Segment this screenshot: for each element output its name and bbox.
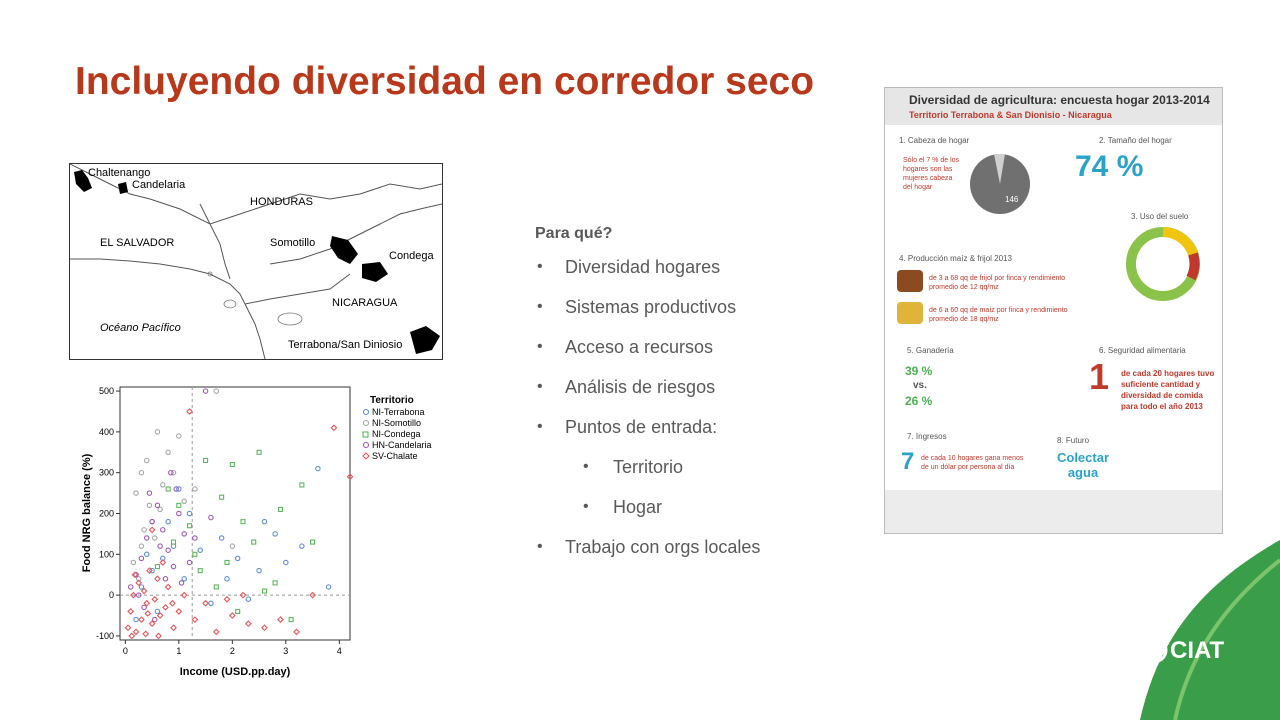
poster-section-6: 6. Seguridad alimentaria: [1099, 346, 1186, 355]
data-point: [224, 597, 229, 602]
data-point: [262, 589, 266, 593]
bullets-heading: Para qué?: [535, 225, 613, 242]
list-item: • Análisis de riesgos: [535, 377, 835, 417]
sub-list-item: • Hogar: [535, 497, 835, 537]
data-point: [300, 544, 304, 548]
data-point: [155, 565, 159, 569]
data-point: [278, 617, 283, 622]
data-point: [203, 601, 208, 606]
poster-7: 7: [901, 448, 915, 475]
scatter-chart: [78, 383, 438, 683]
map-label-el-salvador: EL SALVADOR: [100, 237, 175, 249]
data-point: [235, 556, 239, 560]
pie-value-146: 146: [1005, 195, 1019, 204]
list-item: • Sistemas productivos: [535, 297, 835, 337]
data-point: [262, 625, 267, 630]
x-tick-label: 3: [283, 646, 289, 656]
poster-section-2: 2. Tamaño del hogar: [1099, 136, 1172, 145]
legend-title: Territorio: [370, 395, 414, 406]
data-point: [166, 584, 171, 589]
poster-note-7: de cada 10 hogares gana menos de un dólar por persona al día: [921, 455, 1024, 471]
data-point: [131, 560, 135, 564]
data-point: [193, 536, 197, 540]
legend-marker: [364, 443, 369, 448]
condega-area: [362, 262, 388, 282]
data-point: [198, 548, 202, 552]
map-label-nicaragua: NICARAGUA: [332, 297, 398, 309]
poster-26-percent: 26 %: [905, 394, 933, 408]
data-point: [133, 629, 138, 634]
data-point: [230, 544, 234, 548]
y-tick-label: 400: [98, 426, 114, 437]
legend-entry: SV-Chalate: [372, 451, 418, 461]
x-tick-label: 4: [336, 646, 342, 656]
data-point: [177, 503, 181, 507]
data-point: [158, 544, 162, 548]
data-point: [257, 568, 261, 572]
data-point: [171, 625, 176, 630]
data-point: [252, 540, 256, 544]
data-point: [149, 527, 154, 532]
data-point: [311, 540, 315, 544]
data-point: [145, 536, 149, 540]
poster-39-percent: 39 %: [905, 364, 933, 378]
donut-uso-suelo: [1125, 226, 1201, 302]
data-points: [125, 389, 352, 639]
y-tick-label: 300: [98, 467, 114, 478]
poster-note-6: de cada 20 hogares tuvo suficiente cantidad y diversidad de comida para todo el año 2013: [1121, 369, 1215, 411]
brand-corner: [1120, 540, 1280, 720]
data-point: [289, 618, 293, 622]
data-point: [300, 483, 304, 487]
data-point: [193, 487, 197, 491]
data-point: [230, 463, 234, 467]
data-point: [187, 511, 191, 515]
data-point: [176, 609, 181, 614]
legend-entry: NI-Somotillo: [372, 418, 422, 428]
data-point: [166, 487, 170, 491]
data-point: [139, 470, 143, 474]
data-point: [220, 495, 224, 499]
list-item: • Puntos de entrada:: [535, 417, 835, 457]
data-point: [193, 552, 197, 556]
data-point: [128, 585, 132, 589]
poster-section-4: 4. Producción maíz & frijol 2013: [899, 254, 1012, 263]
data-point: [177, 511, 181, 515]
data-point: [153, 536, 157, 540]
poster-title: Diversidad de agricultura: encuesta hogar 2013-2014: [909, 93, 1210, 107]
legend-marker: [363, 432, 368, 437]
legend-marker: [363, 453, 369, 459]
data-point: [214, 389, 218, 393]
somotillo-area: [330, 236, 358, 264]
list-item: • Acceso a recursos: [535, 337, 835, 377]
y-tick-label: 200: [98, 508, 114, 519]
data-point: [182, 499, 186, 503]
data-point: [129, 633, 134, 638]
data-point: [203, 389, 207, 393]
sub-list-item: • Territorio: [535, 457, 835, 497]
data-point: [163, 605, 168, 610]
data-point: [145, 458, 149, 462]
data-point: [128, 609, 133, 614]
slide-title: Incluyendo diversidad en corredor seco: [75, 60, 815, 103]
data-point: [326, 585, 330, 589]
ciat-logo-text: CIAT: [1170, 637, 1225, 664]
data-point: [156, 633, 161, 638]
data-point: [155, 503, 159, 507]
data-point: [161, 528, 165, 532]
poster-section-3: 3. Uso del suelo: [1131, 212, 1189, 221]
data-point: [179, 581, 183, 585]
y-tick-label: -100: [95, 630, 114, 641]
legend-entry: NI-Condega: [372, 429, 421, 439]
legend-entry: HN-Candelaria: [372, 440, 432, 450]
y-axis-label: Food NRG balance (%): [81, 453, 93, 573]
poster-74-percent: 74 %: [1075, 150, 1144, 183]
x-axis-label: Income (USD.pp.day): [179, 666, 291, 678]
y-tick-label: 0: [108, 590, 114, 601]
data-point: [147, 491, 151, 495]
data-point: [152, 597, 157, 602]
data-point: [158, 507, 162, 511]
data-point: [145, 552, 149, 556]
data-point: [166, 519, 170, 523]
data-point: [214, 629, 219, 634]
map-label-honduras: HONDURAS: [250, 196, 313, 208]
data-point: [125, 625, 130, 630]
data-point: [143, 631, 148, 636]
data-point: [153, 617, 157, 621]
data-point: [316, 466, 320, 470]
data-point: [257, 450, 261, 454]
data-point: [187, 560, 191, 564]
legend-marker: [364, 410, 369, 415]
data-point: [273, 532, 277, 536]
data-point: [241, 520, 245, 524]
poster-section-1: 1. Cabeza de hogar: [899, 136, 970, 145]
data-point: [134, 617, 138, 621]
poster-note-1: Sólo el 7 % de los hogares son las mujeres cabeza del hogar: [903, 157, 960, 191]
poster-footer: [885, 490, 1222, 533]
axis-ticks: [96, 386, 342, 656]
data-point: [225, 577, 229, 581]
data-point: [192, 617, 197, 622]
poster-note-4a: de 3 a 68 qq de frijol por finca y rendimiento promedio de 12 qq/mz: [929, 275, 1066, 291]
x-tick-label: 2: [229, 646, 235, 656]
data-point: [147, 503, 151, 507]
map-label-oceano: Océano Pacífico: [100, 322, 181, 334]
candelaria-area: [118, 182, 128, 194]
data-point: [182, 532, 186, 536]
data-point: [182, 577, 186, 581]
data-point: [230, 613, 235, 618]
map-label-chaltenango: Chaltenango: [88, 167, 151, 179]
map-label-condega: Condega: [389, 250, 434, 262]
ciat-logo-icon: [1142, 638, 1166, 662]
chart-legend: [363, 407, 432, 461]
map-label-candelaria: Candelaria: [132, 179, 186, 191]
data-point: [163, 577, 167, 581]
data-point: [139, 544, 143, 548]
data-point: [142, 528, 146, 532]
infographic-poster: [884, 87, 1223, 534]
poster-section-8: 8. Futuro: [1057, 436, 1090, 445]
data-point: [209, 515, 213, 519]
poster-note-4b: de 6 a 60 qq de maíz por finca y rendimiento promedio de 18 qq/mz: [929, 307, 1068, 323]
data-point: [142, 605, 146, 609]
data-point: [209, 601, 213, 605]
data-point: [246, 597, 250, 601]
list-item: • Trabajo con orgs locales: [535, 537, 835, 577]
data-point: [262, 519, 266, 523]
data-point: [225, 560, 229, 564]
data-point: [284, 560, 288, 564]
pie-cabeza-hogar: [965, 144, 1035, 214]
poster-section-5: 5. Ganadería: [907, 346, 954, 355]
data-point: [187, 409, 192, 414]
corn-icon: [897, 302, 923, 324]
data-point: [236, 609, 240, 613]
data-point: [166, 450, 170, 454]
data-point: [278, 507, 282, 511]
map-label-somotillo: Somotillo: [270, 237, 316, 249]
poster-vs: vs.: [913, 380, 927, 391]
data-point: [273, 581, 277, 585]
data-point: [150, 519, 154, 523]
data-point: [155, 609, 159, 613]
x-tick-label: 1: [176, 646, 182, 656]
data-point: [204, 458, 208, 462]
data-point: [170, 601, 175, 606]
legend-marker: [364, 421, 369, 426]
poster-1: 1: [1089, 356, 1110, 397]
bullet-panel: [535, 225, 835, 577]
data-point: [171, 564, 175, 568]
data-point: [155, 576, 160, 581]
poster-colectar: Colectar agua: [1056, 450, 1110, 480]
beans-icon: [897, 270, 923, 292]
poster-subtitle: Territorio Terrabona & San Dionisio - Nicaragua: [909, 110, 1112, 120]
data-point: [139, 585, 143, 589]
x-tick-label: 0: [122, 646, 128, 656]
data-point: [294, 629, 299, 634]
data-point: [139, 617, 144, 622]
list-item: • Diversidad hogares: [535, 257, 835, 297]
y-tick-label: 500: [98, 386, 114, 397]
data-point: [331, 425, 336, 430]
data-point: [166, 548, 170, 552]
data-point: [219, 536, 223, 540]
legend-entry: NI-Terrabona: [372, 407, 425, 417]
data-point: [198, 569, 202, 573]
data-point: [177, 434, 181, 438]
data-point: [134, 491, 138, 495]
terrabona-area: [410, 326, 440, 354]
data-point: [188, 524, 192, 528]
bullet-list: [535, 257, 835, 577]
data-point: [139, 556, 143, 560]
data-point: [145, 611, 150, 616]
data-point: [155, 430, 159, 434]
data-point: [214, 585, 218, 589]
data-point: [161, 483, 165, 487]
poster-section-7: 7. Ingresos: [907, 432, 947, 441]
map-label-terrabona: Terrabona/San Diniosio: [288, 339, 403, 351]
data-point: [246, 621, 251, 626]
region-map: [69, 163, 443, 360]
y-tick-label: 100: [98, 549, 114, 560]
